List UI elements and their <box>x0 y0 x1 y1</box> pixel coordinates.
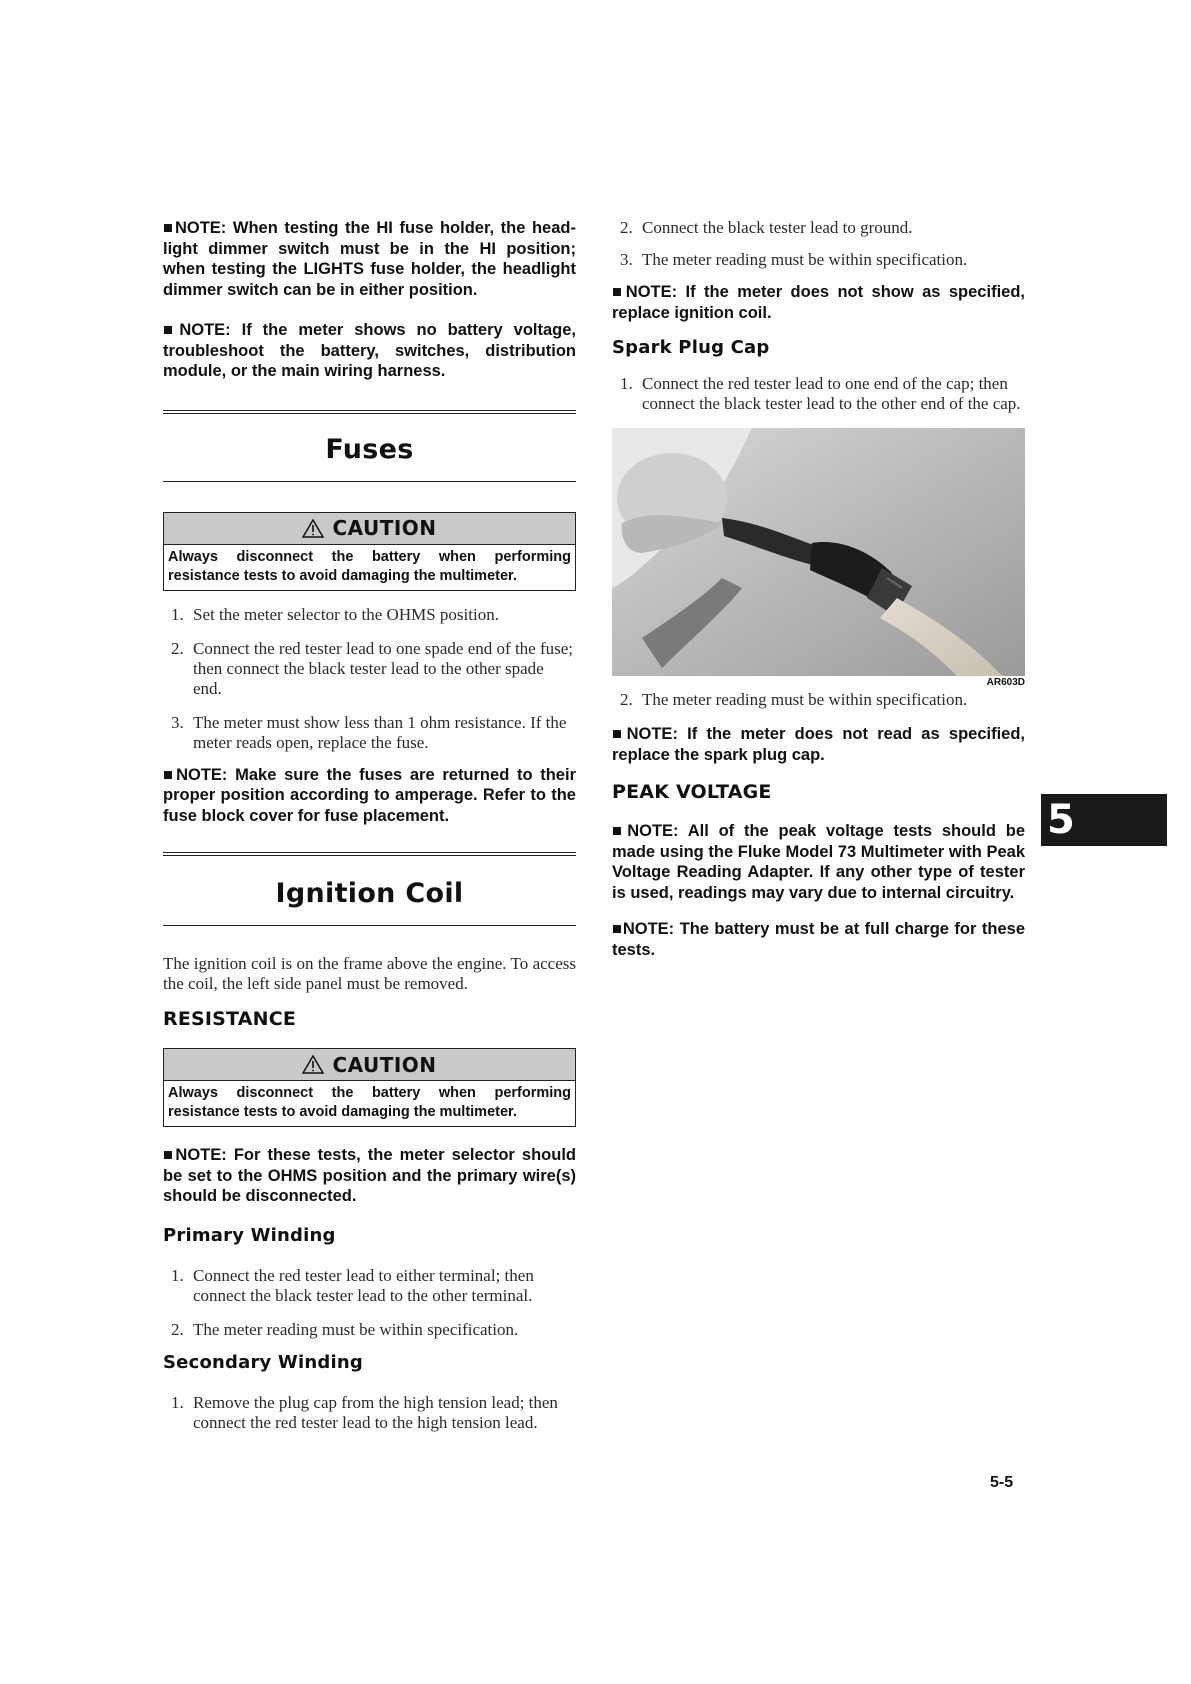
ignition-top-rule <box>163 852 576 856</box>
photo-code: AR603D <box>986 677 1025 688</box>
caution-text: Always disconnect the battery when performing resistance tests to avoid damaging the multimeter. <box>168 1085 571 1120</box>
ignition-paragraph: The ignition coil is on the frame above the engine. To access the coil, the left side panel must be removed. <box>163 954 576 993</box>
note-peak-voltage-tests: ■NOTE: All of the peak voltage tests should be made using the Fluke Model 73 Multimeter with Peak Voltage Reading Adapter. If any other type of tester is used, readings may vary due to internal circuitry. <box>612 822 1025 902</box>
page-number: 5-5 <box>990 1474 1014 1491</box>
heading-peak-voltage: PEAK VOLTAGE <box>612 781 772 803</box>
note-no-battery-voltage: ■NOTE: If the meter shows no battery voltage, troubleshoot the battery, switches, distribution module, or the main wiring harness. <box>163 321 576 380</box>
list-item: 1. Connect the red tester lead to either terminal; then connect the black tester lead to the other terminal. <box>171 1265 534 1305</box>
caution-box-fuses <box>163 512 576 591</box>
note-replace-spark-plug-cap: ■NOTE: If the meter does not read as specified, replace the spark plug cap. <box>612 725 1025 764</box>
spark-steps-list-2 <box>612 690 1025 710</box>
fuse-steps-list <box>163 605 576 753</box>
fuses-top-rule <box>163 410 576 414</box>
chapter-tab: 5 <box>1041 794 1167 846</box>
list-item: 1. Remove the plug cap from the high tension lead; then connect the red tester lead to the high tension lead. <box>171 1392 558 1432</box>
list-item: 2. Connect the black tester lead to ground. <box>620 218 913 237</box>
photo-illustration <box>612 428 1025 676</box>
continued-steps-list <box>612 218 1025 270</box>
note-hi-fuse: ■NOTE: When testing the HI fuse holder, the head-light dimmer switch must be in the HI position; when testing the LIGHTS fuse holder, the headlight dimmer switch can be in either position. <box>163 219 576 299</box>
list-item: 1. Connect the red tester lead to one end of the cap; then connect the black tester lead to the other end of the cap. <box>620 374 1021 413</box>
section-title-fuses: Fuses <box>325 433 414 465</box>
list-item: 2. The meter reading must be within specification. <box>171 1319 519 1339</box>
note-ohms-position: ■NOTE: For these tests, the meter selector should be set to the OHMS position and the primary wire(s) should be disconnected. <box>163 1146 576 1205</box>
heading-secondary-winding: Secondary Winding <box>163 1351 363 1373</box>
caution-title: CAUTION <box>332 1052 437 1077</box>
warning-triangle-icon <box>302 519 324 538</box>
warning-triangle-icon <box>302 1055 324 1074</box>
primary-steps-list <box>163 1266 576 1340</box>
list-item: 3. The meter must show less than 1 ohm resistance. If the meter reads open, replace the fuse. <box>171 712 567 752</box>
list-item: 2. Connect the red tester lead to one spade end of the fuse; then connect the black tester lead to the other spade end. <box>171 638 574 698</box>
heading-resistance: RESISTANCE <box>163 1008 297 1030</box>
list-item: 2. The meter reading must be within specification. <box>620 690 968 709</box>
spark-steps-list <box>612 374 1025 414</box>
caution-header <box>164 1049 575 1081</box>
heading-primary-winding: Primary Winding <box>163 1224 336 1246</box>
heading-spark-plug-cap: Spark Plug Cap <box>612 337 770 358</box>
note-replace-ignition-coil: ■NOTE: If the meter does not show as specified, replace ignition coil. <box>612 283 1025 322</box>
right-column <box>612 218 1025 980</box>
spark-plug-cap-photo <box>612 428 1025 676</box>
list-item: 1. Set the meter selector to the OHMS position. <box>171 604 499 624</box>
list-item: 3. The meter reading must be within specification. <box>620 250 968 269</box>
secondary-steps-list <box>163 1393 576 1433</box>
caution-header <box>164 513 575 545</box>
left-column <box>163 218 576 1447</box>
caution-box-resistance <box>163 1048 576 1127</box>
section-title-ignition-coil: Ignition Coil <box>275 878 464 909</box>
note-battery-full-charge: ■NOTE: The battery must be at full charge for these tests. <box>612 920 1025 959</box>
ignition-bottom-rule <box>163 925 576 926</box>
caution-title: CAUTION <box>332 516 437 540</box>
note-fuse-position: ■NOTE: Make sure the fuses are returned to their proper position according to amperage. Refer to the fuse block cover for fuse placement. <box>163 765 576 825</box>
fuses-bottom-rule <box>163 481 576 482</box>
caution-text: Always disconnect the battery when performing resistance tests to avoid damaging the multimeter. <box>168 548 571 584</box>
